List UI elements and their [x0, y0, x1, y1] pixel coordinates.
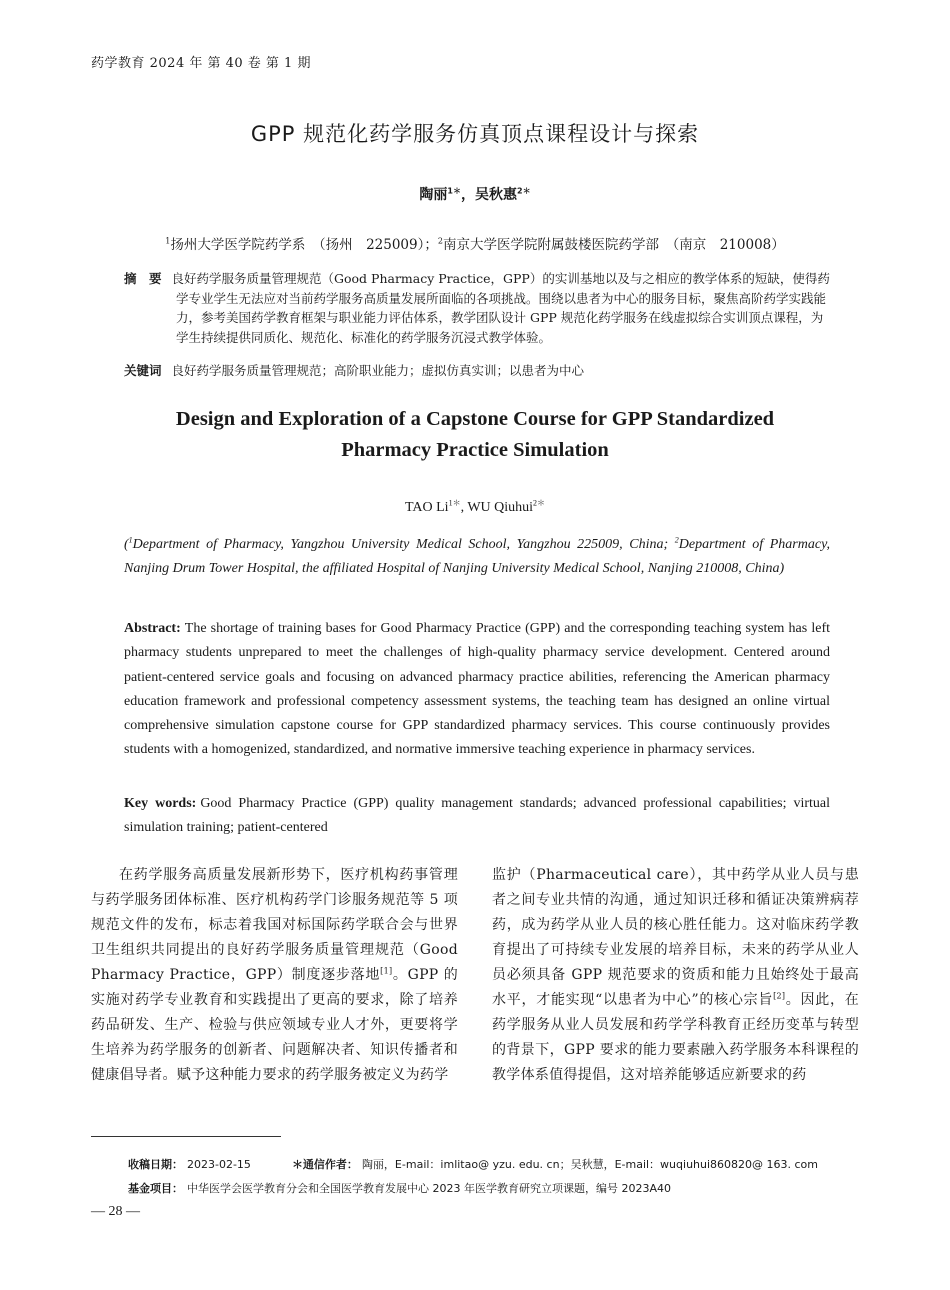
- running-head: 药学教育 2024 年 第 40 卷 第 1 期: [91, 56, 311, 71]
- author-mark: 1＊: [447, 186, 461, 196]
- body-text: 在药学服务高质量发展新形势下，医疗机构药事管理与药学服务团体标准、医疗机构药学门诊服务规范等 5 项规范文件的发布，标志着我国对标国际药学联合会与世界卫生组织共同提出的良好药学服务质量管理规范（Good Pharmacy Practice，GPP）制度逐步落地: [91, 867, 458, 983]
- author-name: WU Qiuhui: [467, 500, 534, 515]
- author-name: 陶丽: [419, 187, 448, 203]
- author-separator: ,: [460, 500, 468, 515]
- keywords-label: Key words:: [124, 796, 197, 811]
- affiliation: 南京大学医学院附属鼓楼医院药学部 （南京 210008）: [442, 237, 785, 253]
- affiliation-open: (: [124, 537, 129, 552]
- chinese-affiliations: [0, 233, 950, 253]
- body-left-column: [91, 863, 458, 1088]
- author-mark: 2＊: [533, 498, 546, 508]
- body-text: 监护（Pharmaceutical care），其中药学从业人员与患者之间专业共情的沟通，通过知识迁移和循证决策辨病荐药，成为药学从业人员的核心胜任能力。这对临床药学教育提出了可持续专业发展的培养目标，未来的药学从业人员必须具备 GPP 规范要求的资质和能力且始终处于最高水平，才能实现“以患者为中心”的核心宗旨: [492, 867, 859, 1008]
- corresponding-authors: 陶丽，E-mail：imlitao@ yzu. edu. cn；吴秋慧，E-mail：wuqiuhui860820@ 163. com: [361, 1158, 819, 1171]
- affiliation-mark: 1: [165, 236, 171, 246]
- affiliation-mark: 1: [128, 535, 133, 545]
- english-title-line: Pharmacy Practice Simulation: [341, 439, 609, 461]
- citation[interactable]: [2]: [773, 991, 786, 1001]
- english-title-line: Design and Exploration of a Capstone Course for GPP Standardized: [175, 408, 775, 430]
- affiliation-mark: 2: [674, 535, 679, 545]
- chinese-keywords: [124, 361, 830, 381]
- abstract-text: The shortage of training bases for Good Pharmacy Practice (GPP) and the corresponding teaching system has left pharmacy students unprepared to meet the challenges of high-quality pharmacy service development. Centered around patient-centered service goals and focusing on advanced pharmacy practice abilities, referencing the American pharmacy education framework and professional competency assessment systems, the teaching team has designed an online virtual comprehensive simulation capstone course for GPP standardized pharmacy services. This course continuously provides students with a homogenized, standardized, and normative immersive teaching experience in pharmacy services.: [124, 621, 830, 758]
- author-name: 吴秋惠: [475, 187, 517, 203]
- abstract-text: 良好药学服务质量管理规范（Good Pharmacy Practice，GPP）的实训基地以及与之相应的教学体系的短缺，使得药学专业学生无法应对当前药学服务高质量发展所面临的各项挑战。围绕以患者为中心的服务目标，聚焦高阶药学实践能力，参考美国药学教育框架与职业能力评估体系，教学团队设计 GPP 规范化药学服务在线虚拟综合实训顶点课程，为学生持续提供同质化、规范化、标准化的药学服务沉浸式教学体验。: [171, 271, 830, 345]
- chinese-title: GPP 规范化药学服务仿真顶点课程设计与探索: [250, 122, 700, 146]
- corresponding-label: ＊通信作者：: [291, 1158, 358, 1171]
- chinese-abstract: [124, 269, 830, 347]
- affiliation: 扬州大学医学院药学系 （扬州 225009）；: [170, 237, 438, 253]
- english-authors: [0, 500, 950, 516]
- received-label: 收稿日期：: [128, 1158, 183, 1171]
- english-keywords: [124, 792, 830, 841]
- author-separator: ，: [461, 187, 475, 203]
- keywords-text: Good Pharmacy Practice (GPP) quality management standards; advanced professional capabilities; virtual simulation training; patient-centered: [124, 796, 830, 836]
- citation[interactable]: [1]: [380, 966, 393, 976]
- body-text: 。因此，在药学服务从业人员发展和药学学科教育正经历变革与转型的背景下，GPP 要求的能力要素融入药学服务本科课程的教学体系值得提倡，这对培养能够适应新要求的药: [492, 992, 859, 1083]
- chinese-authors: [0, 184, 950, 204]
- body-text: 。GPP 的实施对药学专业教育和实践提出了更高的要求，除了培养药品研发、生产、检验与供应领域专业人才外，更要将学生培养为药学服务的创新者、问题解决者、知识传播者和健康倡导者。赋予这种能力要求的药学服务被定义为药学: [91, 967, 458, 1083]
- funding-label: 基金项目：: [128, 1182, 183, 1195]
- affiliation: Department of Pharmacy, Nanjing Drum Tower Hospital, the affiliated Hospital of Nanjing University Medical School, Nanjing 210008, China): [124, 537, 831, 576]
- footnote-funding: [128, 1180, 671, 1196]
- body-right-column: [492, 863, 859, 1088]
- author-name: TAO Li: [404, 500, 449, 515]
- english-title: [90, 404, 860, 466]
- funding-text: 中华医学会医学教育分会和全国医学教育发展中心 2023 年医学教育研究立项课题，编号 2023A40: [187, 1182, 671, 1195]
- abstract-label: Abstract:: [124, 621, 181, 636]
- footnote-divider: [91, 1136, 281, 1137]
- affiliation: Department of Pharmacy, Yangzhou University Medical School, Yangzhou 225009, China;: [132, 537, 675, 552]
- page-number: — 28 —: [91, 1204, 140, 1219]
- author-mark: 1＊: [448, 498, 461, 508]
- abstract-label: 摘 要: [124, 271, 162, 286]
- received-date: 2023-02-15: [187, 1158, 251, 1171]
- english-affiliations: [124, 533, 830, 581]
- affiliation-mark: 2: [437, 236, 443, 246]
- keywords-text: 良好药学服务质量管理规范；高阶职业能力；虚拟仿真实训；以患者为中心: [171, 363, 585, 378]
- footnote-received: [128, 1156, 818, 1172]
- author-mark: 2＊: [517, 186, 531, 196]
- keywords-label: 关键词: [124, 363, 162, 378]
- english-abstract: [124, 617, 830, 763]
